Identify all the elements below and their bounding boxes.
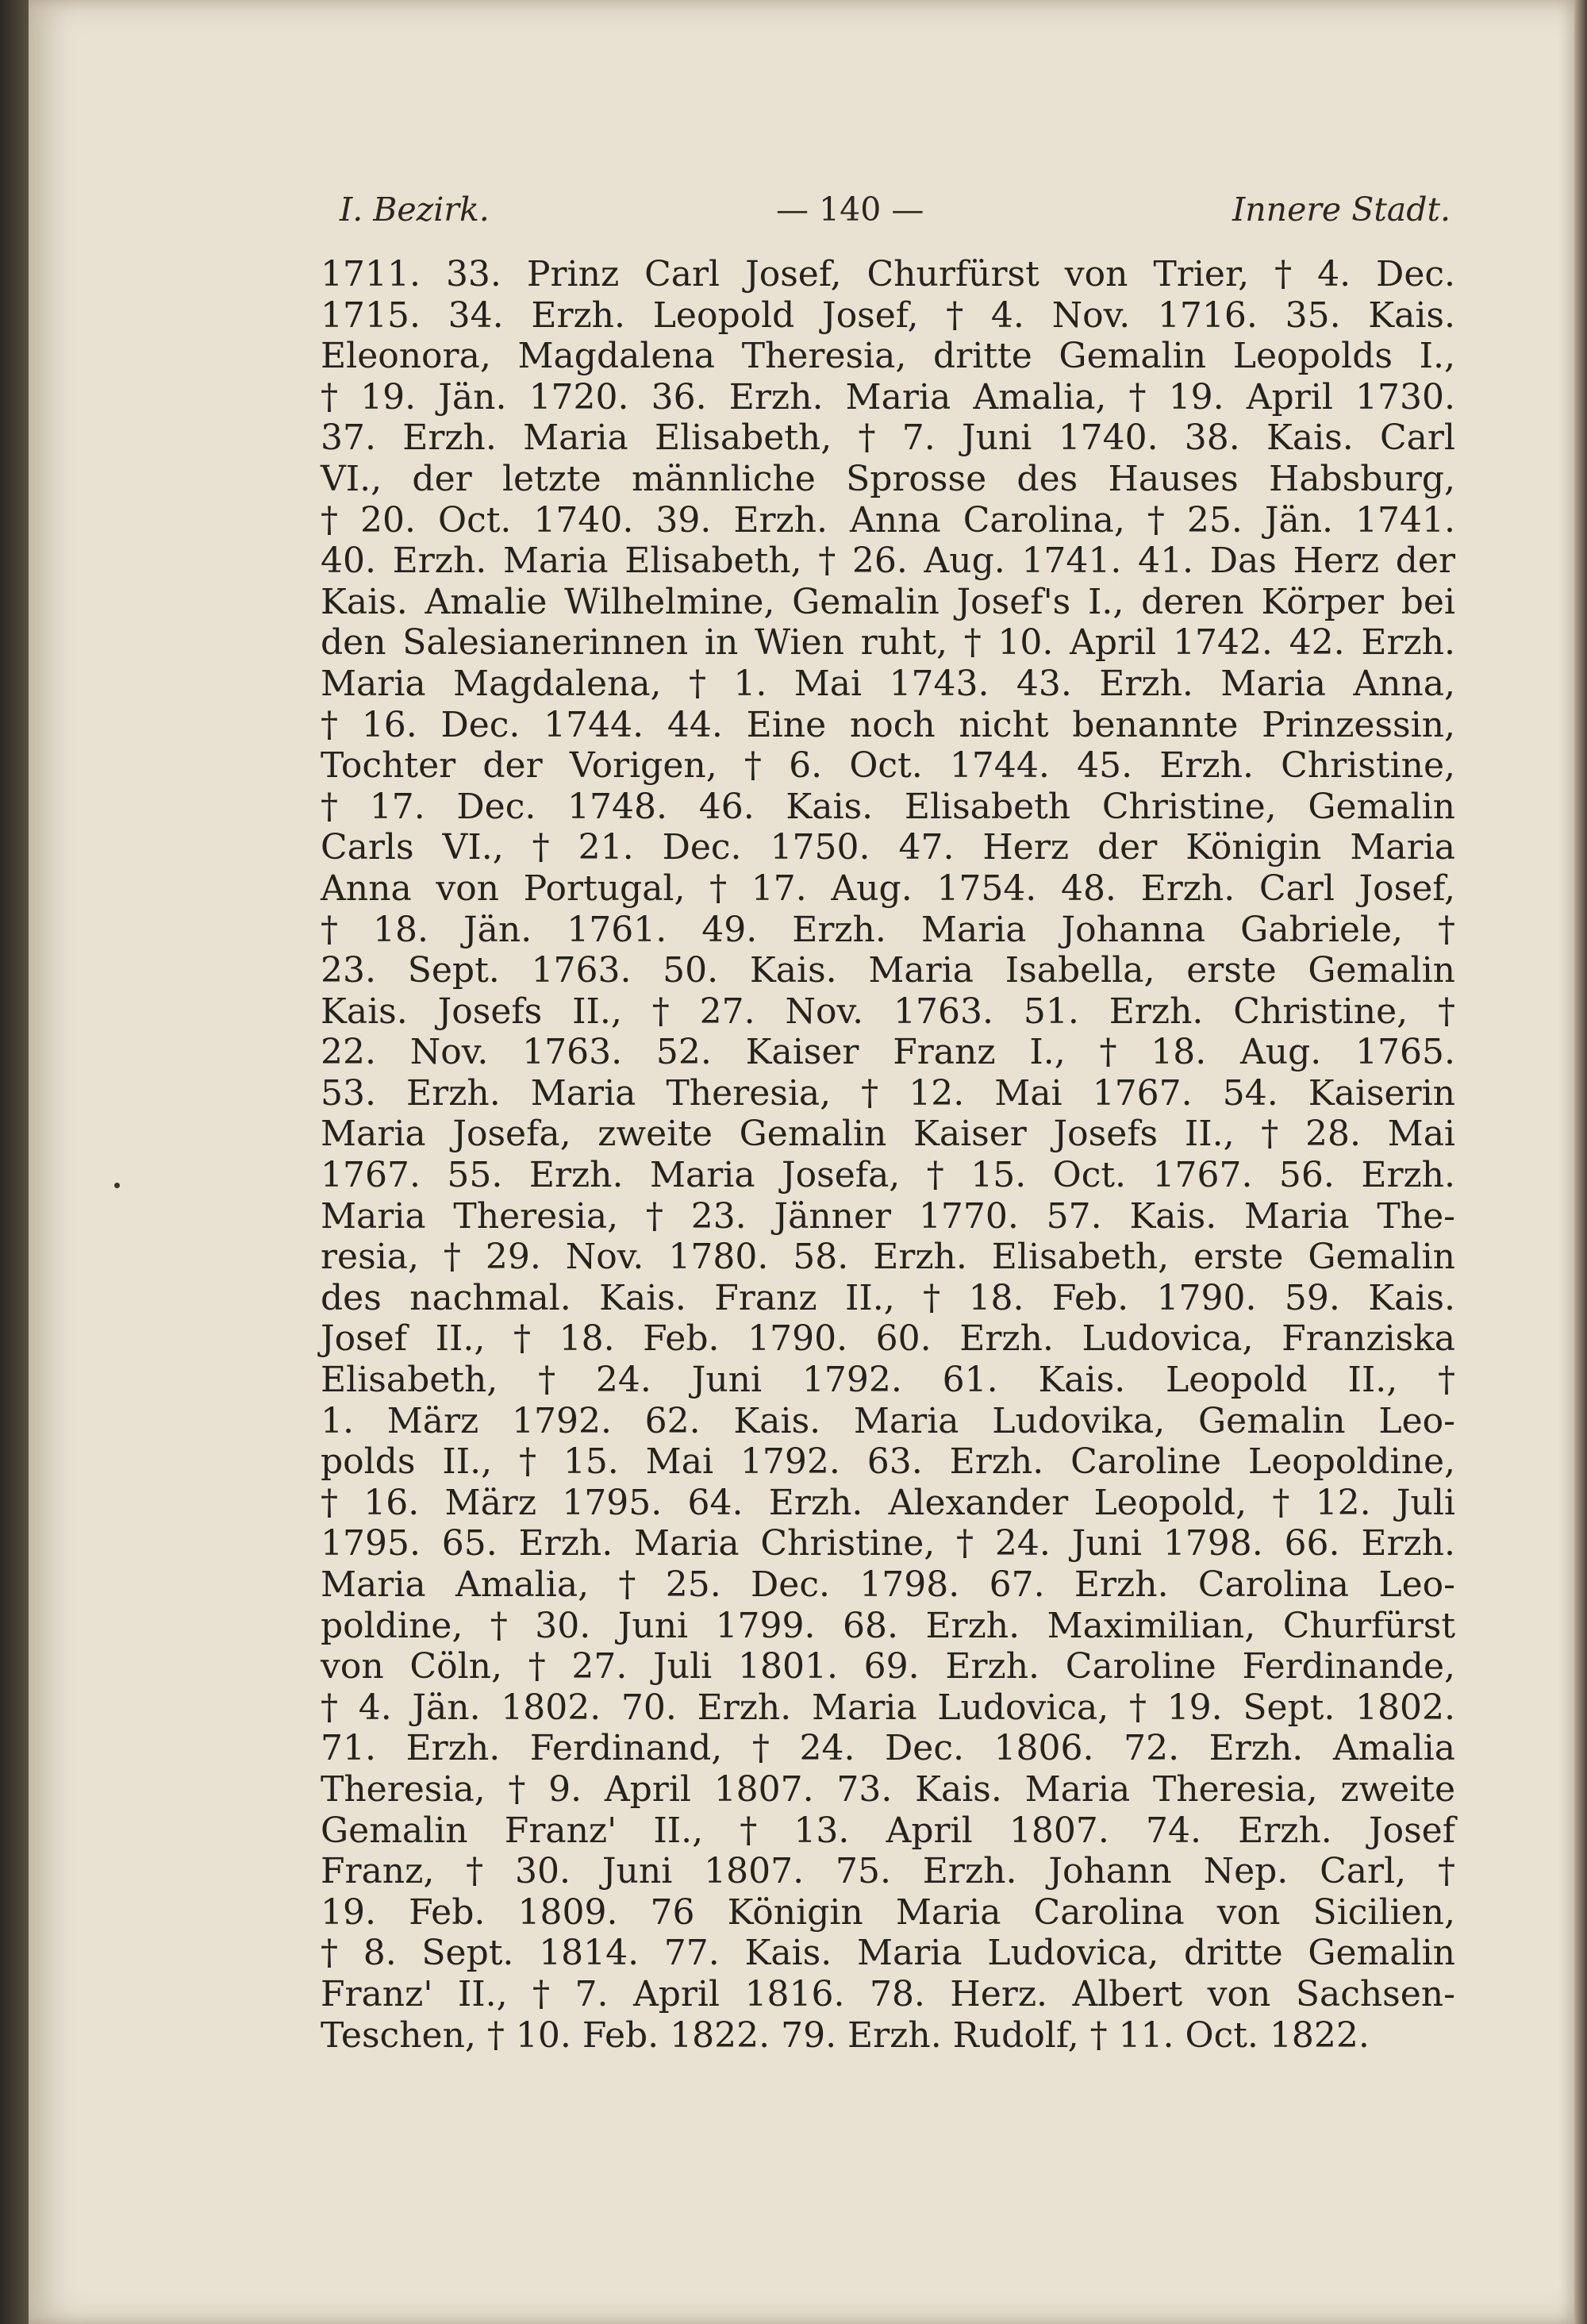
text-line: Theresia, † 9. April 1807. 73. Kais. Maria Theresia, zweite xyxy=(321,1768,1455,1810)
text-line: Kais. Josefs II., † 27. Nov. 1763. 51. Erzh. Christine, † xyxy=(321,991,1455,1032)
text-line: † 16. Dec. 1744. 44. Eine noch nicht benannte Prinzessin, xyxy=(321,704,1455,745)
text-line: † 16. März 1795. 64. Erzh. Alexander Leopold, † 12. Juli xyxy=(321,1482,1455,1523)
text-line: † 18. Jän. 1761. 49. Erzh. Maria Johanna Gabriele, † xyxy=(321,909,1455,950)
page-number: — 140 — xyxy=(776,190,924,229)
text-line: Teschen, † 10. Feb. 1822. 79. Erzh. Rudolf, † 11. Oct. 1822. xyxy=(321,2014,1370,2056)
text-line: † 17. Dec. 1748. 46. Kais. Elisabeth Christine, Gemalin xyxy=(321,786,1455,827)
text-line: resia, † 29. Nov. 1780. 58. Erzh. Elisabeth, erste Gemalin xyxy=(321,1237,1455,1278)
header-district: I. Bezirk. xyxy=(340,190,490,229)
text-line: 19. Feb. 1809. 76 Königin Maria Carolina von Sicilien, xyxy=(321,1891,1455,1933)
text-line: Carls VI., † 21. Dec. 1750. 47. Herz der Königin Maria xyxy=(321,827,1455,868)
text-line: Elisabeth, † 24. Juni 1792. 61. Kais. Leopold II., † xyxy=(321,1360,1455,1401)
text-line: des nachmal. Kais. Franz II., † 18. Feb. 1790. 59. Kais. xyxy=(321,1277,1455,1318)
text-line: 22. Nov. 1763. 52. Kaiser Franz I., † 18. Aug. 1765. xyxy=(321,1032,1455,1073)
text-line: Josef II., † 18. Feb. 1790. 60. Erzh. Ludovica, Franziska xyxy=(321,1318,1455,1360)
text-line: 37. Erzh. Maria Elisabeth, † 7. Juni 1740. 38. Kais. Carl xyxy=(321,417,1455,459)
body-text xyxy=(321,254,1455,2056)
text-line: 1711. 33. Prinz Carl Josef, Churfürst von Trier, † 4. Dec. xyxy=(321,254,1455,294)
text-line: 1795. 65. Erzh. Maria Christine, † 24. Juni 1798. 66. Erzh. xyxy=(321,1523,1455,1564)
text-line: † 8. Sept. 1814. 77. Kais. Maria Ludovica, dritte Gemalin xyxy=(321,1933,1455,1974)
text-line: 1. März 1792. 62. Kais. Maria Ludovika, Gemalin Leo- xyxy=(321,1400,1455,1441)
ink-speck xyxy=(114,1183,120,1188)
text-line: Gemalin Franz' II., † 13. April 1807. 74. Erzh. Josef xyxy=(321,1810,1455,1851)
text-line: † 4. Jän. 1802. 70. Erzh. Maria Ludovica, † 19. Sept. 1802. xyxy=(321,1687,1455,1728)
text-line: Maria Theresia, † 23. Jänner 1770. 57. Kais. Maria The- xyxy=(321,1195,1455,1237)
running-header xyxy=(340,190,1451,238)
text-line: poldine, † 30. Juni 1799. 68. Erzh. Maximilian, Churfürst xyxy=(321,1605,1455,1646)
text-line: von Cöln, † 27. Juli 1801. 69. Erzh. Caroline Ferdinande, xyxy=(321,1646,1455,1687)
text-line: Franz, † 30. Juni 1807. 75. Erzh. Johann Nep. Carl, † xyxy=(321,1851,1455,1892)
text-line: Anna von Portugal, † 17. Aug. 1754. 48. Erzh. Carl Josef, xyxy=(321,868,1455,909)
text-line: 1767. 55. Erzh. Maria Josefa, † 15. Oct. 1767. 56. Erzh. xyxy=(321,1155,1455,1196)
text-line: polds II., † 15. Mai 1792. 63. Erzh. Caroline Leopoldine, xyxy=(321,1441,1455,1483)
text-line: Kais. Amalie Wilhelmine, Gemalin Josef's I., deren Körper bei xyxy=(321,581,1455,622)
page-edge xyxy=(1574,0,1587,2324)
text-line: 23. Sept. 1763. 50. Kais. Maria Isabella, erste Gemalin xyxy=(321,950,1455,991)
text-line: Maria Magdalena, † 1. Mai 1743. 43. Erzh. Maria Anna, xyxy=(321,663,1455,704)
text-line: Franz' II., † 7. April 1816. 78. Herz. Albert von Sachsen- xyxy=(321,1973,1455,2014)
text-line: Eleonora, Magdalena Theresia, dritte Gemalin Leopolds I., xyxy=(321,336,1455,377)
book-spine-shadow xyxy=(0,0,29,2324)
text-line: 71. Erzh. Ferdinand, † 24. Dec. 1806. 72. Erzh. Amalia xyxy=(321,1728,1455,1769)
text-line: Maria Amalia, † 25. Dec. 1798. 67. Erzh. Carolina Leo- xyxy=(321,1564,1455,1605)
text-line: † 20. Oct. 1740. 39. Erzh. Anna Carolina, † 25. Jän. 1741. xyxy=(321,499,1455,541)
text-line: 53. Erzh. Maria Theresia, † 12. Mai 1767. 54. Kaiserin xyxy=(321,1072,1455,1114)
text-line: 1715. 34. Erzh. Leopold Josef, † 4. Nov. 1716. 35. Kais. xyxy=(321,294,1455,336)
text-line: Tochter der Vorigen, † 6. Oct. 1744. 45. Erzh. Christine, xyxy=(321,745,1455,787)
text-line: 40. Erzh. Maria Elisabeth, † 26. Aug. 1741. 41. Das Herz der xyxy=(321,541,1455,582)
text-line: Maria Josefa, zweite Gemalin Kaiser Josefs II., † 28. Mai xyxy=(321,1114,1455,1155)
text-line: den Salesianerinnen in Wien ruht, † 10. April 1742. 42. Erzh. xyxy=(321,622,1455,664)
text-line: VI., der letzte männliche Sprosse des Hauses Habsburg, xyxy=(321,458,1455,499)
text-line: † 19. Jän. 1720. 36. Erzh. Maria Amalia, † 19. April 1730. xyxy=(321,376,1455,417)
header-section: Innere Stadt. xyxy=(1232,190,1451,229)
